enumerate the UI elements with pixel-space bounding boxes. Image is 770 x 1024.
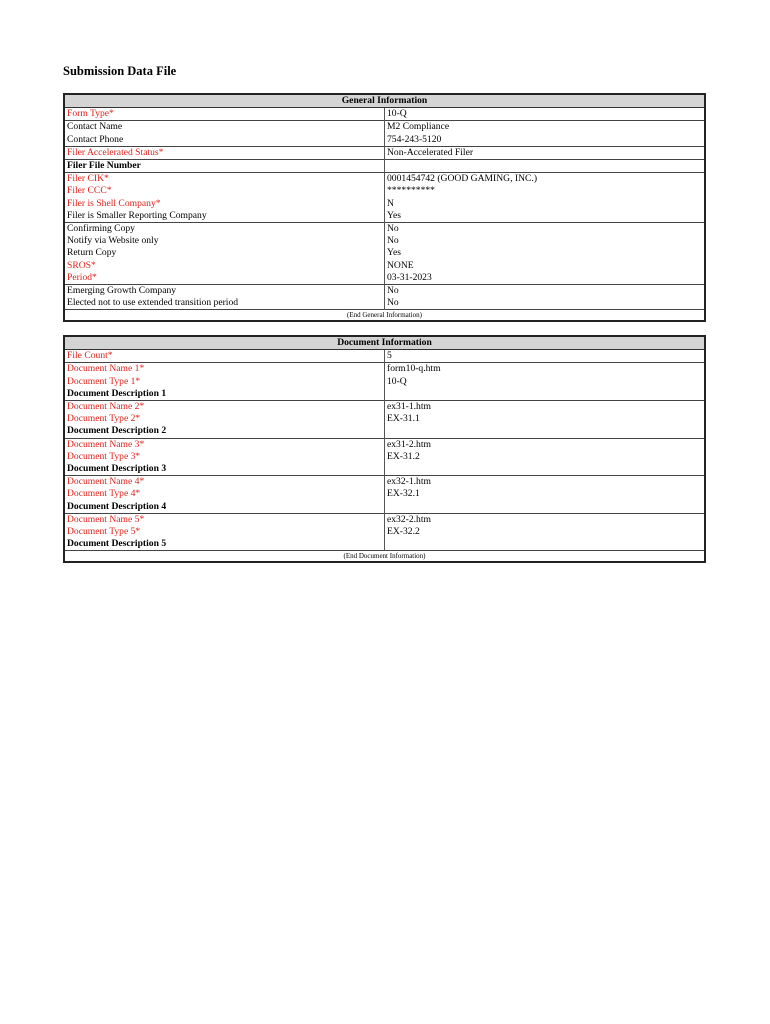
field-label: Emerging Growth Company bbox=[64, 285, 385, 298]
field-label: Document Type 4* bbox=[67, 488, 141, 500]
field-label: Document Type 3* bbox=[67, 450, 141, 462]
data-row bbox=[64, 526, 705, 538]
data-row bbox=[64, 350, 705, 363]
data-row bbox=[64, 425, 705, 438]
field-label: Document Name 1* bbox=[64, 363, 385, 376]
general-information-header: General Information bbox=[64, 94, 705, 108]
data-row bbox=[64, 210, 705, 223]
general-information-rows bbox=[64, 108, 705, 310]
data-row bbox=[64, 401, 705, 414]
field-value: ********** bbox=[385, 185, 706, 197]
page-title: Submission Data File bbox=[63, 64, 177, 78]
data-row bbox=[64, 247, 705, 259]
field-value bbox=[385, 501, 706, 514]
field-value: 03-31-2023 bbox=[385, 272, 706, 285]
field-label: Contact Phone bbox=[67, 133, 124, 145]
field-label: Filer CIK* bbox=[64, 173, 385, 186]
field-value bbox=[385, 463, 706, 476]
field-label: Confirming Copy bbox=[64, 223, 385, 236]
data-row bbox=[64, 451, 705, 463]
data-row bbox=[64, 413, 705, 425]
field-value: EX-32.2 bbox=[385, 526, 706, 538]
field-value: N bbox=[385, 198, 706, 210]
field-label: Document Description 3 bbox=[67, 463, 167, 475]
field-label: Document Name 4* bbox=[64, 476, 385, 489]
field-label: Return Copy bbox=[67, 247, 117, 259]
field-label: Document Description 5 bbox=[67, 538, 167, 550]
document-information-footer: (End Document Information) bbox=[64, 551, 705, 563]
field-value: No bbox=[385, 285, 706, 298]
field-label: Document Description 4 bbox=[67, 500, 167, 512]
data-row bbox=[64, 363, 705, 376]
data-row bbox=[64, 476, 705, 489]
data-row bbox=[64, 388, 705, 401]
data-row bbox=[64, 463, 705, 476]
field-value: ex31-1.htm bbox=[385, 401, 706, 414]
data-row bbox=[64, 513, 705, 526]
field-label: Document Name 5* bbox=[64, 513, 385, 526]
document-information-footer-row bbox=[64, 551, 705, 563]
field-label: Document Type 5* bbox=[67, 526, 141, 538]
field-value: EX-31.2 bbox=[385, 451, 706, 463]
field-value bbox=[385, 538, 706, 551]
data-row bbox=[64, 121, 705, 134]
field-value: 5 bbox=[385, 350, 706, 363]
field-value: No bbox=[385, 297, 706, 310]
field-label: Filer File Number bbox=[64, 160, 385, 173]
document-information-header-row bbox=[64, 336, 705, 350]
field-label: Elected not to use extended transition period bbox=[67, 297, 239, 309]
general-information-footer: (End General Information) bbox=[64, 310, 705, 322]
field-value: No bbox=[385, 235, 706, 247]
data-row bbox=[64, 173, 705, 186]
data-row bbox=[64, 134, 705, 147]
field-value: No bbox=[385, 223, 706, 236]
field-value: EX-32.1 bbox=[385, 488, 706, 500]
field-value: 10-Q bbox=[385, 108, 706, 121]
general-information-footer-row bbox=[64, 310, 705, 322]
field-label: Document Description 2 bbox=[67, 425, 167, 437]
field-label: Filer CCC* bbox=[67, 185, 112, 197]
field-label: Contact Name bbox=[64, 121, 385, 134]
data-row bbox=[64, 260, 705, 272]
field-label: Document Name 3* bbox=[64, 438, 385, 451]
data-row bbox=[64, 185, 705, 197]
general-information-header-row bbox=[64, 94, 705, 108]
field-value bbox=[385, 388, 706, 401]
field-label: Notify via Website only bbox=[67, 235, 159, 247]
field-label: Filer Accelerated Status* bbox=[64, 146, 385, 159]
field-label: Filer is Smaller Reporting Company bbox=[67, 209, 207, 221]
field-label: SROS* bbox=[67, 259, 96, 271]
field-value: 0001454742 (GOOD GAMING, INC.) bbox=[385, 173, 706, 186]
field-label: Document Type 1* bbox=[67, 375, 141, 387]
data-row bbox=[64, 272, 705, 285]
field-label: File Count* bbox=[67, 350, 113, 362]
field-value: 10-Q bbox=[385, 376, 706, 388]
data-row bbox=[64, 488, 705, 500]
data-row bbox=[64, 235, 705, 247]
document-information-rows bbox=[64, 350, 705, 551]
document-information-header: Document Information bbox=[64, 336, 705, 350]
field-label: Form Type* bbox=[67, 108, 114, 120]
field-value: 754-243-5120 bbox=[385, 134, 706, 147]
data-row bbox=[64, 438, 705, 451]
field-value: EX-31.1 bbox=[385, 413, 706, 425]
field-value: form10-q.htm bbox=[385, 363, 706, 376]
data-row bbox=[64, 285, 705, 298]
data-row bbox=[64, 108, 705, 121]
field-label: Document Type 2* bbox=[67, 413, 141, 425]
data-row bbox=[64, 198, 705, 210]
field-value: ex32-2.htm bbox=[385, 513, 706, 526]
field-value: Non-Accelerated Filer bbox=[385, 146, 706, 159]
field-value bbox=[385, 160, 706, 173]
field-value: NONE bbox=[385, 260, 706, 272]
field-value: M2 Compliance bbox=[385, 121, 706, 134]
data-row bbox=[64, 297, 705, 310]
data-row bbox=[64, 146, 705, 159]
field-label: Filer is Shell Company* bbox=[67, 197, 161, 209]
field-value: ex31-2.htm bbox=[385, 438, 706, 451]
data-row bbox=[64, 376, 705, 388]
data-row bbox=[64, 160, 705, 173]
document-information-table bbox=[63, 335, 706, 563]
field-label: Document Name 2* bbox=[64, 401, 385, 414]
field-label: Document Description 1 bbox=[67, 387, 167, 399]
field-value: Yes bbox=[385, 247, 706, 259]
field-value: ex32-1.htm bbox=[385, 476, 706, 489]
data-row bbox=[64, 501, 705, 514]
data-row bbox=[64, 223, 705, 236]
data-row bbox=[64, 538, 705, 551]
general-information-table bbox=[63, 93, 706, 322]
field-value bbox=[385, 425, 706, 438]
field-value: Yes bbox=[385, 210, 706, 223]
field-label: Period* bbox=[67, 271, 97, 283]
